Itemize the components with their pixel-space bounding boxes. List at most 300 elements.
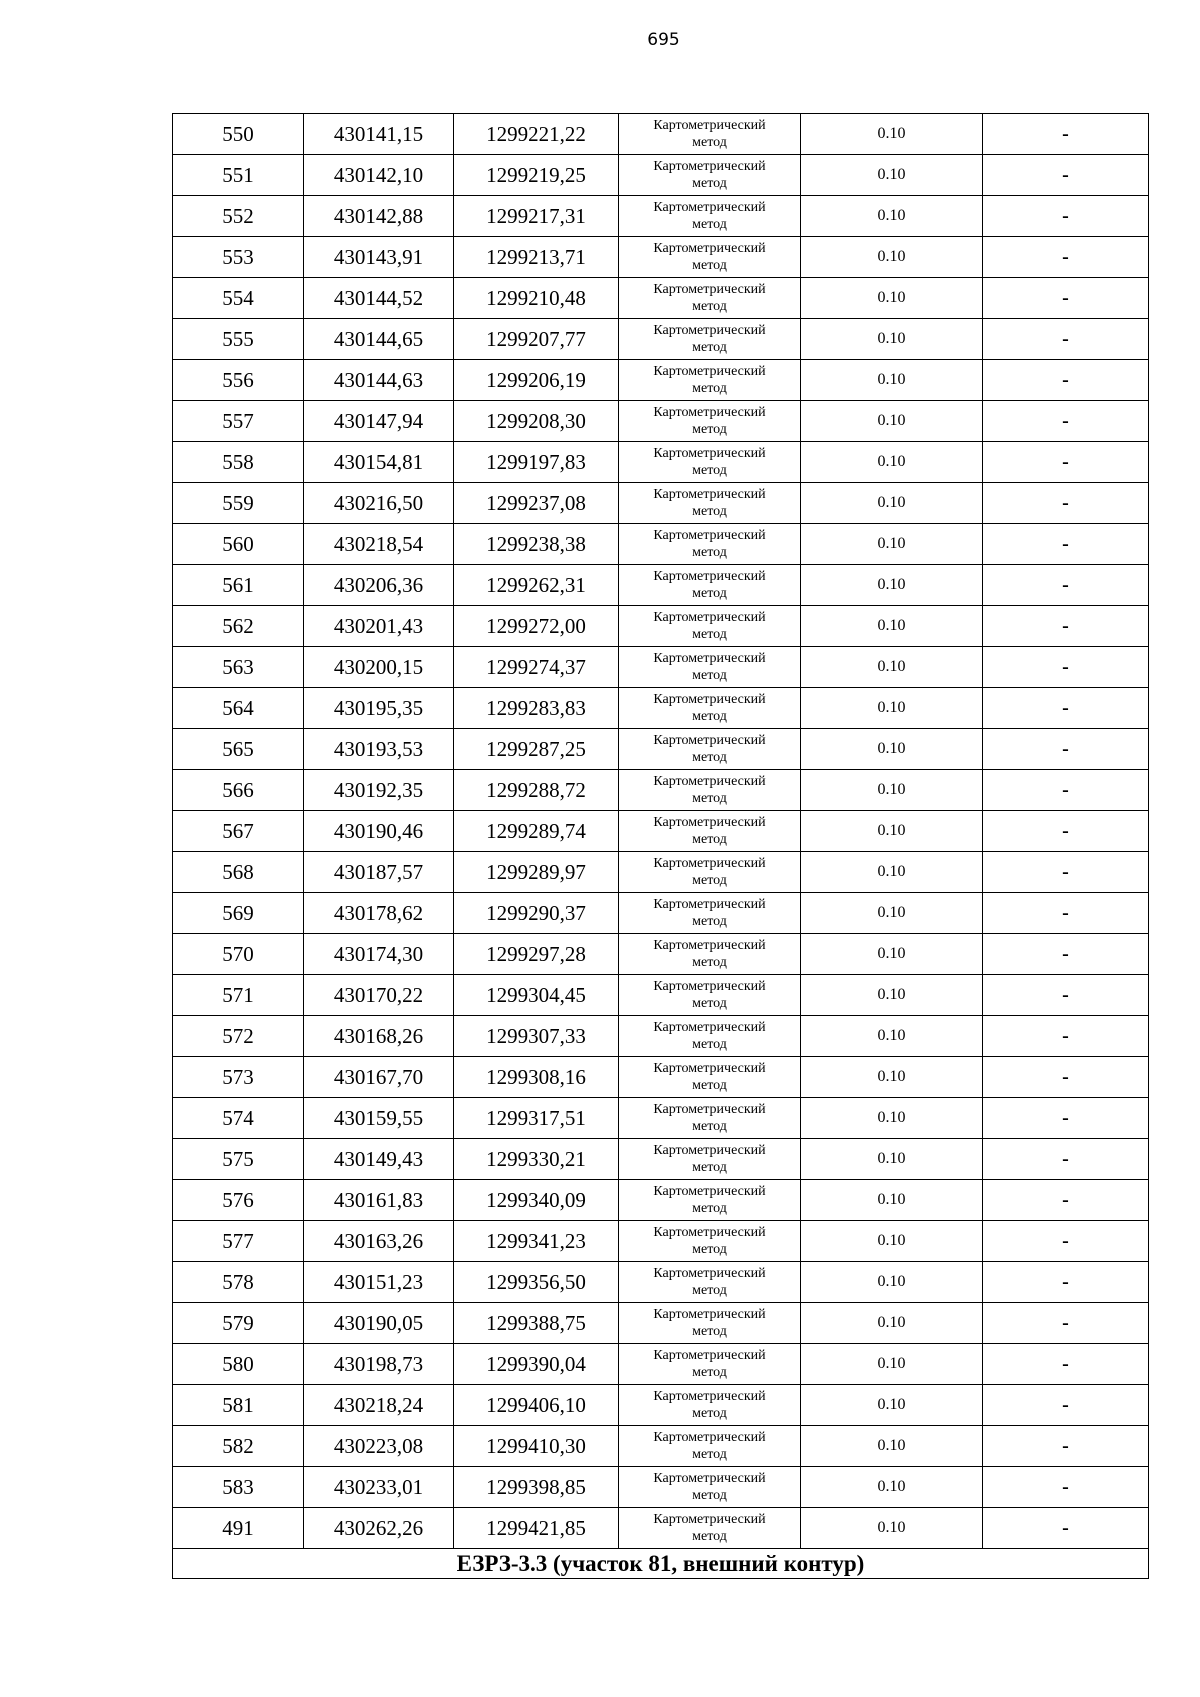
method-cell: [619, 1344, 801, 1385]
y-coordinate-cell: 1299398,85: [454, 1467, 619, 1508]
y-coordinate-cell: 1299283,83: [454, 688, 619, 729]
method-line-2: метод: [692, 1078, 727, 1093]
description-cell: -: [983, 155, 1149, 196]
x-coordinate-cell: 430190,05: [304, 1303, 454, 1344]
method-cell: [619, 934, 801, 975]
description-cell: -: [983, 893, 1149, 934]
accuracy-cell: 0.10: [801, 1098, 983, 1139]
point-number-cell: 576: [173, 1180, 304, 1221]
description-cell: -: [983, 442, 1149, 483]
description-cell: -: [983, 1057, 1149, 1098]
x-coordinate-cell: 430206,36: [304, 565, 454, 606]
point-number-cell: 556: [173, 360, 304, 401]
page-number: 695: [647, 30, 680, 50]
accuracy-cell: 0.10: [801, 606, 983, 647]
point-number-cell: 578: [173, 1262, 304, 1303]
x-coordinate-cell: 430161,83: [304, 1180, 454, 1221]
x-coordinate-cell: 430178,62: [304, 893, 454, 934]
table-row: [173, 1057, 1149, 1098]
point-number-cell: 550: [173, 114, 304, 155]
table-row: [173, 606, 1149, 647]
point-number-cell: 566: [173, 770, 304, 811]
x-coordinate-cell: 430163,26: [304, 1221, 454, 1262]
description-cell: -: [983, 606, 1149, 647]
y-coordinate-cell: 1299272,00: [454, 606, 619, 647]
section-caption: ЕЗРЗ-3.3 (участок 81, внешний контур): [173, 1549, 1149, 1579]
accuracy-cell: 0.10: [801, 401, 983, 442]
table-row: [173, 688, 1149, 729]
description-cell: -: [983, 1508, 1149, 1549]
method-cell: [619, 647, 801, 688]
description-cell: -: [983, 360, 1149, 401]
method-cell: [619, 196, 801, 237]
y-coordinate-cell: 1299304,45: [454, 975, 619, 1016]
x-coordinate-cell: 430193,53: [304, 729, 454, 770]
method-cell: [619, 1467, 801, 1508]
method-cell: [619, 811, 801, 852]
method-line-2: метод: [692, 914, 727, 929]
method-cell: [619, 401, 801, 442]
method-line-2: метод: [692, 586, 727, 601]
method-line-2: метод: [692, 258, 727, 273]
method-line-1: Картометрический: [653, 1430, 766, 1445]
method-line-2: метод: [692, 1447, 727, 1462]
description-cell: -: [983, 1344, 1149, 1385]
table-row: [173, 1467, 1149, 1508]
table-row: [173, 442, 1149, 483]
point-number-cell: 555: [173, 319, 304, 360]
accuracy-cell: 0.10: [801, 565, 983, 606]
method-cell: [619, 729, 801, 770]
x-coordinate-cell: 430154,81: [304, 442, 454, 483]
point-number-cell: 575: [173, 1139, 304, 1180]
method-cell: [619, 1057, 801, 1098]
coordinates-table: [172, 113, 1149, 1579]
method-cell: [619, 483, 801, 524]
method-line-2: метод: [692, 545, 727, 560]
method-line-1: Картометрический: [653, 241, 766, 256]
y-coordinate-cell: 1299206,19: [454, 360, 619, 401]
description-cell: -: [983, 647, 1149, 688]
point-number-cell: 554: [173, 278, 304, 319]
table-row: [173, 1426, 1149, 1467]
accuracy-cell: 0.10: [801, 934, 983, 975]
x-coordinate-cell: 430168,26: [304, 1016, 454, 1057]
x-coordinate-cell: 430167,70: [304, 1057, 454, 1098]
table-row: [173, 1508, 1149, 1549]
description-cell: -: [983, 975, 1149, 1016]
y-coordinate-cell: 1299308,16: [454, 1057, 619, 1098]
table-row: [173, 934, 1149, 975]
point-number-cell: 570: [173, 934, 304, 975]
description-cell: -: [983, 483, 1149, 524]
method-line-1: Картометрический: [653, 733, 766, 748]
point-number-cell: 581: [173, 1385, 304, 1426]
description-cell: -: [983, 237, 1149, 278]
point-number-cell: 580: [173, 1344, 304, 1385]
accuracy-cell: 0.10: [801, 811, 983, 852]
description-cell: -: [983, 401, 1149, 442]
method-cell: [619, 1262, 801, 1303]
y-coordinate-cell: 1299340,09: [454, 1180, 619, 1221]
y-coordinate-cell: 1299207,77: [454, 319, 619, 360]
method-line-2: метод: [692, 1160, 727, 1175]
point-number-cell: 558: [173, 442, 304, 483]
table-row: [173, 852, 1149, 893]
point-number-cell: 582: [173, 1426, 304, 1467]
method-cell: [619, 975, 801, 1016]
x-coordinate-cell: 430144,65: [304, 319, 454, 360]
method-line-2: метод: [692, 1324, 727, 1339]
method-line-2: метод: [692, 832, 727, 847]
y-coordinate-cell: 1299297,28: [454, 934, 619, 975]
description-cell: -: [983, 1467, 1149, 1508]
accuracy-cell: 0.10: [801, 1139, 983, 1180]
y-coordinate-cell: 1299287,25: [454, 729, 619, 770]
description-cell: -: [983, 688, 1149, 729]
description-cell: -: [983, 1098, 1149, 1139]
method-line-2: метод: [692, 873, 727, 888]
method-line-2: метод: [692, 955, 727, 970]
table-row: [173, 237, 1149, 278]
method-line-1: Картометрический: [653, 1471, 766, 1486]
method-line-1: Картометрический: [653, 323, 766, 338]
table-row: [173, 1303, 1149, 1344]
x-coordinate-cell: 430142,88: [304, 196, 454, 237]
method-line-1: Картометрический: [653, 1061, 766, 1076]
method-line-1: Картометрический: [653, 118, 766, 133]
accuracy-cell: 0.10: [801, 278, 983, 319]
table-row: [173, 770, 1149, 811]
method-line-1: Картометрический: [653, 1143, 766, 1158]
accuracy-cell: 0.10: [801, 319, 983, 360]
description-cell: -: [983, 1180, 1149, 1221]
accuracy-cell: 0.10: [801, 729, 983, 770]
method-cell: [619, 606, 801, 647]
description-cell: -: [983, 196, 1149, 237]
x-coordinate-cell: 430144,52: [304, 278, 454, 319]
method-line-2: метод: [692, 217, 727, 232]
method-line-2: метод: [692, 463, 727, 478]
description-cell: -: [983, 934, 1149, 975]
table-row: [173, 893, 1149, 934]
accuracy-cell: 0.10: [801, 196, 983, 237]
table-row: [173, 401, 1149, 442]
accuracy-cell: 0.10: [801, 688, 983, 729]
method-line-1: Картометрический: [653, 1020, 766, 1035]
method-line-1: Картометрический: [653, 1102, 766, 1117]
point-number-cell: 569: [173, 893, 304, 934]
method-cell: [619, 1180, 801, 1221]
y-coordinate-cell: 1299197,83: [454, 442, 619, 483]
table-row: [173, 483, 1149, 524]
method-line-2: метод: [692, 709, 727, 724]
x-coordinate-cell: 430187,57: [304, 852, 454, 893]
accuracy-cell: 0.10: [801, 647, 983, 688]
point-number-cell: 560: [173, 524, 304, 565]
x-coordinate-cell: 430218,24: [304, 1385, 454, 1426]
accuracy-cell: 0.10: [801, 1467, 983, 1508]
table-row: [173, 975, 1149, 1016]
method-line-1: Картометрический: [653, 569, 766, 584]
method-line-1: Картометрический: [653, 1348, 766, 1363]
method-line-1: Картометрический: [653, 979, 766, 994]
accuracy-cell: 0.10: [801, 1180, 983, 1221]
point-number-cell: 568: [173, 852, 304, 893]
accuracy-cell: 0.10: [801, 770, 983, 811]
description-cell: -: [983, 114, 1149, 155]
method-line-1: Картометрический: [653, 159, 766, 174]
method-line-1: Картометрический: [653, 692, 766, 707]
y-coordinate-cell: 1299213,71: [454, 237, 619, 278]
accuracy-cell: 0.10: [801, 852, 983, 893]
point-number-cell: 583: [173, 1467, 304, 1508]
y-coordinate-cell: 1299410,30: [454, 1426, 619, 1467]
table-row: [173, 1180, 1149, 1221]
y-coordinate-cell: 1299288,72: [454, 770, 619, 811]
point-number-cell: 571: [173, 975, 304, 1016]
x-coordinate-cell: 430147,94: [304, 401, 454, 442]
x-coordinate-cell: 430223,08: [304, 1426, 454, 1467]
method-line-1: Картометрический: [653, 938, 766, 953]
point-number-cell: 552: [173, 196, 304, 237]
accuracy-cell: 0.10: [801, 1016, 983, 1057]
method-cell: [619, 237, 801, 278]
method-cell: [619, 442, 801, 483]
point-number-cell: 559: [173, 483, 304, 524]
table-row: [173, 114, 1149, 155]
method-cell: [619, 1139, 801, 1180]
description-cell: -: [983, 278, 1149, 319]
table-row: [173, 360, 1149, 401]
x-coordinate-cell: 430174,30: [304, 934, 454, 975]
description-cell: -: [983, 1426, 1149, 1467]
coordinates-table-body: [173, 114, 1149, 1549]
section-caption-row: [173, 1549, 1149, 1579]
description-cell: -: [983, 1016, 1149, 1057]
y-coordinate-cell: 1299289,74: [454, 811, 619, 852]
method-line-1: Картометрический: [653, 897, 766, 912]
method-cell: [619, 852, 801, 893]
table-row: [173, 1262, 1149, 1303]
x-coordinate-cell: 430142,10: [304, 155, 454, 196]
method-line-2: метод: [692, 1037, 727, 1052]
method-line-2: метод: [692, 381, 727, 396]
point-number-cell: 551: [173, 155, 304, 196]
method-cell: [619, 1016, 801, 1057]
description-cell: -: [983, 1262, 1149, 1303]
x-coordinate-cell: 430192,35: [304, 770, 454, 811]
method-line-1: Картометрический: [653, 1307, 766, 1322]
table-row: [173, 524, 1149, 565]
y-coordinate-cell: 1299262,31: [454, 565, 619, 606]
table-row: [173, 1385, 1149, 1426]
table-row: [173, 1016, 1149, 1057]
accuracy-cell: 0.10: [801, 442, 983, 483]
method-line-1: Картометрический: [653, 1225, 766, 1240]
table-row: [173, 565, 1149, 606]
x-coordinate-cell: 430149,43: [304, 1139, 454, 1180]
method-cell: [619, 688, 801, 729]
point-number-cell: 574: [173, 1098, 304, 1139]
method-cell: [619, 1426, 801, 1467]
x-coordinate-cell: 430201,43: [304, 606, 454, 647]
point-number-cell: 572: [173, 1016, 304, 1057]
accuracy-cell: 0.10: [801, 893, 983, 934]
table-row: [173, 278, 1149, 319]
accuracy-cell: 0.10: [801, 114, 983, 155]
method-line-1: Картометрический: [653, 1184, 766, 1199]
method-line-1: Картометрический: [653, 364, 766, 379]
method-cell: [619, 1221, 801, 1262]
y-coordinate-cell: 1299289,97: [454, 852, 619, 893]
description-cell: -: [983, 852, 1149, 893]
x-coordinate-cell: 430170,22: [304, 975, 454, 1016]
method-cell: [619, 893, 801, 934]
x-coordinate-cell: 430195,35: [304, 688, 454, 729]
point-number-cell: 573: [173, 1057, 304, 1098]
y-coordinate-cell: 1299356,50: [454, 1262, 619, 1303]
method-line-2: метод: [692, 668, 727, 683]
y-coordinate-cell: 1299219,25: [454, 155, 619, 196]
accuracy-cell: 0.10: [801, 1344, 983, 1385]
method-cell: [619, 114, 801, 155]
method-line-2: метод: [692, 1242, 727, 1257]
table-row: [173, 319, 1149, 360]
x-coordinate-cell: 430141,15: [304, 114, 454, 155]
y-coordinate-cell: 1299217,31: [454, 196, 619, 237]
table-row: [173, 1139, 1149, 1180]
method-cell: [619, 1385, 801, 1426]
description-cell: -: [983, 1385, 1149, 1426]
point-number-cell: 562: [173, 606, 304, 647]
method-line-2: метод: [692, 504, 727, 519]
point-number-cell: 557: [173, 401, 304, 442]
point-number-cell: 553: [173, 237, 304, 278]
accuracy-cell: 0.10: [801, 524, 983, 565]
method-line-1: Картометрический: [653, 487, 766, 502]
method-cell: [619, 565, 801, 606]
accuracy-cell: 0.10: [801, 1057, 983, 1098]
table-row: [173, 196, 1149, 237]
description-cell: -: [983, 565, 1149, 606]
description-cell: -: [983, 1303, 1149, 1344]
method-cell: [619, 1508, 801, 1549]
x-coordinate-cell: 430200,15: [304, 647, 454, 688]
accuracy-cell: 0.10: [801, 1303, 983, 1344]
accuracy-cell: 0.10: [801, 1508, 983, 1549]
y-coordinate-cell: 1299237,08: [454, 483, 619, 524]
point-number-cell: 561: [173, 565, 304, 606]
description-cell: -: [983, 770, 1149, 811]
method-line-2: метод: [692, 1365, 727, 1380]
method-cell: [619, 524, 801, 565]
method-line-2: метод: [692, 1488, 727, 1503]
accuracy-cell: 0.10: [801, 1262, 983, 1303]
method-line-2: метод: [692, 340, 727, 355]
method-line-1: Картометрический: [653, 1266, 766, 1281]
accuracy-cell: 0.10: [801, 1221, 983, 1262]
y-coordinate-cell: 1299307,33: [454, 1016, 619, 1057]
method-line-2: метод: [692, 1119, 727, 1134]
y-coordinate-cell: 1299208,30: [454, 401, 619, 442]
accuracy-cell: 0.10: [801, 1426, 983, 1467]
accuracy-cell: 0.10: [801, 360, 983, 401]
y-coordinate-cell: 1299406,10: [454, 1385, 619, 1426]
point-number-cell: 565: [173, 729, 304, 770]
point-number-cell: 563: [173, 647, 304, 688]
method-cell: [619, 770, 801, 811]
method-cell: [619, 360, 801, 401]
y-coordinate-cell: 1299221,22: [454, 114, 619, 155]
method-line-1: Картометрический: [653, 200, 766, 215]
x-coordinate-cell: 430159,55: [304, 1098, 454, 1139]
x-coordinate-cell: 430143,91: [304, 237, 454, 278]
y-coordinate-cell: 1299341,23: [454, 1221, 619, 1262]
table-row: [173, 647, 1149, 688]
method-line-2: метод: [692, 1406, 727, 1421]
y-coordinate-cell: 1299274,37: [454, 647, 619, 688]
x-coordinate-cell: 430198,73: [304, 1344, 454, 1385]
table-row: [173, 1098, 1149, 1139]
description-cell: -: [983, 729, 1149, 770]
accuracy-cell: 0.10: [801, 483, 983, 524]
accuracy-cell: 0.10: [801, 975, 983, 1016]
method-line-1: Картометрический: [653, 1512, 766, 1527]
method-line-2: метод: [692, 791, 727, 806]
description-cell: -: [983, 524, 1149, 565]
method-line-2: метод: [692, 1283, 727, 1298]
method-line-1: Картометрический: [653, 528, 766, 543]
method-line-2: метод: [692, 299, 727, 314]
accuracy-cell: 0.10: [801, 1385, 983, 1426]
x-coordinate-cell: 430262,26: [304, 1508, 454, 1549]
method-line-2: метод: [692, 135, 727, 150]
x-coordinate-cell: 430151,23: [304, 1262, 454, 1303]
method-cell: [619, 278, 801, 319]
y-coordinate-cell: 1299390,04: [454, 1344, 619, 1385]
point-number-cell: 577: [173, 1221, 304, 1262]
point-number-cell: 579: [173, 1303, 304, 1344]
method-line-1: Картометрический: [653, 856, 766, 871]
method-line-2: метод: [692, 176, 727, 191]
x-coordinate-cell: 430233,01: [304, 1467, 454, 1508]
point-number-cell: 564: [173, 688, 304, 729]
x-coordinate-cell: 430216,50: [304, 483, 454, 524]
table-row: [173, 1344, 1149, 1385]
y-coordinate-cell: 1299210,48: [454, 278, 619, 319]
table-row: [173, 155, 1149, 196]
x-coordinate-cell: 430144,63: [304, 360, 454, 401]
point-number-cell: 491: [173, 1508, 304, 1549]
y-coordinate-cell: 1299388,75: [454, 1303, 619, 1344]
point-number-cell: 567: [173, 811, 304, 852]
y-coordinate-cell: 1299317,51: [454, 1098, 619, 1139]
description-cell: -: [983, 811, 1149, 852]
method-line-1: Картометрический: [653, 282, 766, 297]
table-row: [173, 729, 1149, 770]
table-row: [173, 1221, 1149, 1262]
description-cell: -: [983, 319, 1149, 360]
method-cell: [619, 319, 801, 360]
y-coordinate-cell: 1299238,38: [454, 524, 619, 565]
y-coordinate-cell: 1299421,85: [454, 1508, 619, 1549]
method-line-2: метод: [692, 422, 727, 437]
method-line-1: Картометрический: [653, 815, 766, 830]
table-row: [173, 811, 1149, 852]
method-line-2: метод: [692, 996, 727, 1011]
method-line-1: Картометрический: [653, 774, 766, 789]
